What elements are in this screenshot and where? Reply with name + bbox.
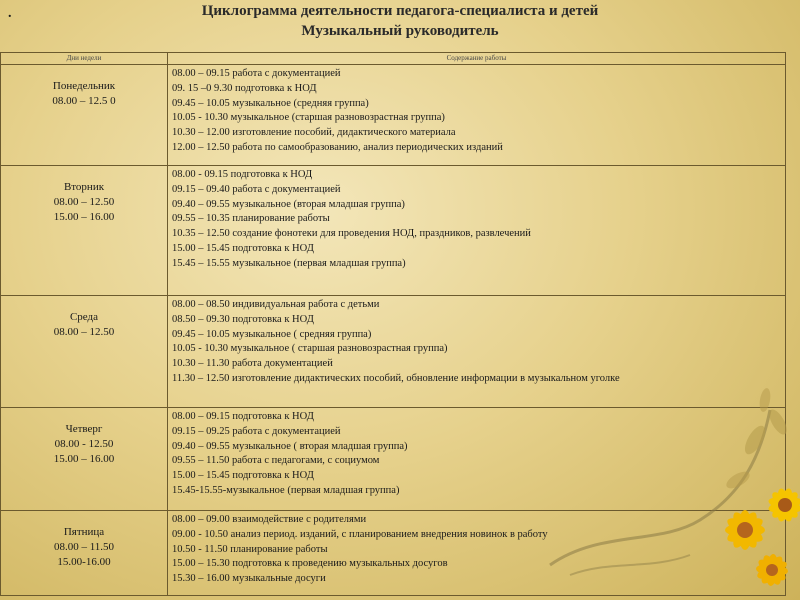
activity-item: 09.40 – 09.55 музыкальное (вторая младшая группа) [172,198,405,210]
activity-item: 08.00 – 09.00 взаимодействие с родителями [172,514,367,525]
activity-item: 08.00 – 09.15 работа с документацией [172,68,341,79]
day-name: Среда [69,311,99,323]
corner-dot: . [8,6,12,21]
day-hours: 08.00 - 12.50 [54,438,114,450]
day-hours: 08.00 – 12.5 0 [52,95,116,107]
table-row-wednesday [1,296,786,408]
activity-item: 09.45 – 10.05 музыкальное (средняя группа) [172,97,369,109]
day-cell-friday [1,511,168,596]
day-hours: 08.00 – 11.50 [53,541,115,553]
day-name: Понедельник [52,80,116,92]
day-name: Вторник [63,181,105,193]
day-name: Пятница [63,526,105,538]
activity-item: 09.00 - 10.50 анализ период. изданий, с планированием внедрения новинок в работу [172,528,548,540]
activities-cell-monday [168,65,786,166]
day-hours: 08.00 – 12.50 [53,326,115,338]
page-title: Циклограмма деятельности педагога-специалиста и детей [201,3,599,19]
activity-item: 10.05 - 10.30 музыкальное ( старшая разновозрастная группа) [172,343,448,355]
activity-item: 10.50 - 11.50 планирование работы [172,543,328,555]
day-cell-wednesday [1,296,168,408]
activity-item: 11.30 – 12.50 изготовление дидактических пособий, обновление информации в музыкальном уголке [172,372,620,384]
activity-item: 15.00 – 15.45 подготовка к НОД [172,242,314,254]
activity-item: 10.30 – 11.30 работа документацией [172,358,333,370]
activities-cell-tuesday [168,166,786,296]
day-hours: 15.00-16.00 [57,556,111,568]
schedule-table [0,52,786,596]
column-header-content: Содержание работы [168,53,786,65]
table-row-tuesday [1,166,786,296]
activity-item: 08.00 – 08.50 индивидуальная работа с детьми [172,299,380,310]
day-hours: 08.00 – 12.50 [53,196,115,208]
activity-item: 15.30 – 16.00 музыкальные досуги [172,573,326,585]
activities-cell-thursday [168,408,786,511]
activity-item: 09.55 – 11.50 работа с педагогами, с социумом [172,455,380,467]
activity-item: 09.55 – 10.35 планирование работы [172,213,330,225]
activity-item: 08.50 – 09.30 подготовка к НОД [172,313,314,325]
activity-item: 09.45 – 10.05 музыкальное ( средняя группа) [172,328,372,340]
activity-item: 08.00 – 09.15 подготовка к НОД [172,411,314,422]
day-hours: 15.00 – 16.00 [53,453,115,465]
activity-item: 15.00 – 15.30 подготовка к проведению музыкальных досугов [172,558,448,570]
activity-item: 12.00 – 12.50 работа по самообразованию, анализ периодических изданий [172,141,503,153]
table-row-thursday [1,408,786,511]
activities-cell-friday [168,511,786,596]
activity-item: 15.00 – 15.45 подготовка к НОД [172,470,314,482]
activity-item: 09.40 – 09.55 музыкальное ( вторая младшая группа) [172,440,408,452]
activity-item: 10.30 – 12.00 изготовление пособий, дидактического материала [172,127,456,139]
page-subtitle: Музыкальный руководитель [301,23,499,39]
activity-item: 15.45-15.55-музыкальное (первая младшая группа) [172,484,400,496]
activity-item: 15.45 – 15.55 музыкальное (первая младшая группа) [172,257,406,269]
activities-cell-wednesday [168,296,786,408]
activity-item: 10.05 - 10.30 музыкальное (старшая разновозрастная группа) [172,112,445,124]
activity-item: 09. 15 –0 9.30 подготовка к НОД [172,82,317,94]
day-cell-monday [1,65,168,166]
activity-item: 09.15 – 09.40 работа с документацией [172,183,341,195]
column-header-days: Дни недели [1,53,168,65]
activity-item: 09.15 – 09.25 работа с документацией [172,425,341,437]
table-row-friday [1,511,786,596]
activity-item: 08.00 - 09.15 подготовка к НОД [172,169,313,180]
activity-item: 10.35 – 12.50 создание фонотеки для проведения НОД, праздников, развлечений [172,228,531,240]
table-row-monday [1,65,786,166]
day-cell-thursday [1,408,168,511]
day-cell-tuesday [1,166,168,296]
day-name: Четверг [65,423,103,435]
day-hours: 15.00 – 16.00 [53,211,115,223]
table-header-row [1,53,786,65]
